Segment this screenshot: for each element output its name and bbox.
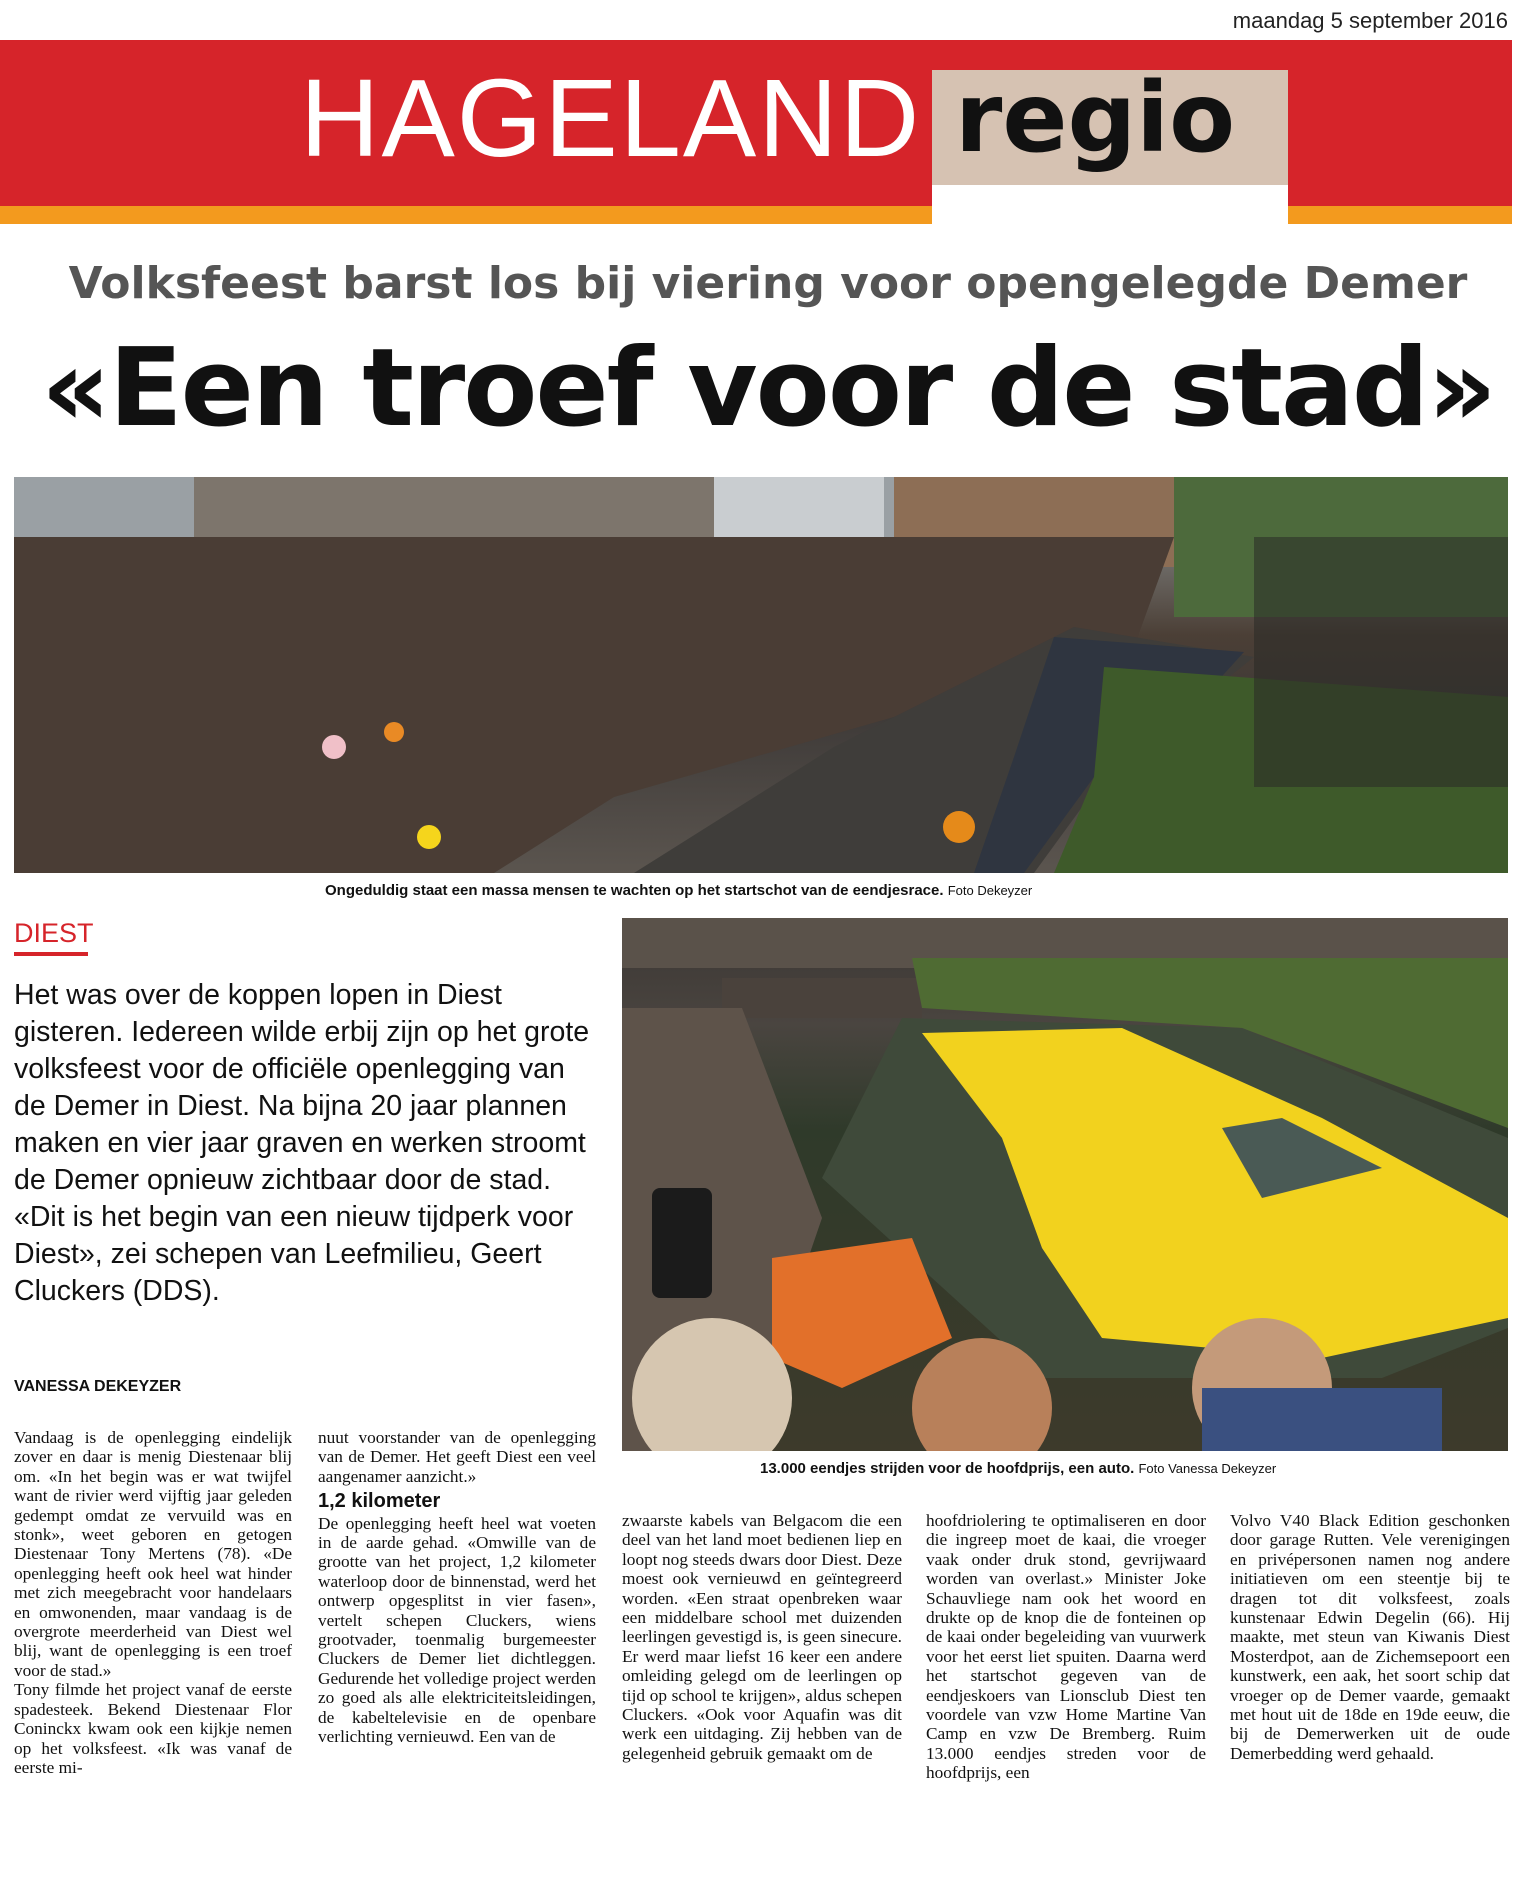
caption-text: Ongeduldig staat een massa mensen te wachten op het startschot van de eendjesrace. — [325, 882, 944, 899]
issue-date: maandag 5 september 2016 — [1232, 8, 1508, 33]
article-kicker: Volksfeest barst los bij viering voor opengelegde Demer — [68, 258, 1468, 309]
section-label: regio — [955, 62, 1236, 174]
photo-ducks — [622, 918, 1508, 1451]
dateline-place: DIEST — [14, 918, 94, 948]
body-paragraph: Tony filmde het project vanaf de eerste spadesteek. Bekend Diestenaar Flor Coninckx kwam ook een kijkje nemen op het volksfeest. «Ik was vanaf de eerste mi- — [14, 1680, 292, 1777]
photo-crowd-caption — [325, 882, 1032, 899]
body-column-1 — [14, 1428, 292, 1777]
photo-credit: Foto Dekeyzer — [947, 883, 1033, 898]
photo-credit: Foto Vanessa Dekeyzer — [1138, 1461, 1277, 1476]
body-column-4 — [926, 1511, 1206, 1783]
body-paragraph: nuut voorstander van de openlegging van de Demer. Het geeft Diest een veel aangenamer aanzicht.» — [318, 1428, 596, 1486]
body-paragraph: De openlegging heeft heel wat voeten in de aarde gehad. «Omwille van de grootte van het project, 1,2 kilometer waterloop door de binnenstad, werd het ontwerp opgesplitst in vier fasen», vertelt schepen Cluckers, wiens grootvader, toenmalig burgemeester Cluckers de Demer liet dichtleggen. Gedurende het volledige project werden zo goed als alle elektriciteitsleidingen, de kabeltelevisie en de openbare verlichting vernieuwd. Een van de — [318, 1513, 596, 1747]
article-lead: Het was over de koppen lopen in Diest gisteren. Iedereen wilde erbij zijn op het grote volksfeest voor de officiële openlegging van de Demer in Diest. Na bijna 20 jaar plannen maken en vier jaar graven en werken stroomt de Demer opnieuw zichtbaar door de stad. «Dit is het begin van een nieuw tijdperk voor Diest», zei schepen van Leefmilieu, Geert Cluckers (DDS). — [14, 979, 590, 1307]
body-paragraph: Vandaag is de openlegging eindelijk zover en daar is menig Diestenaar blij om. «In het begin was er wat twijfel want de rivier werd vijftig jaar geleden gedempt omdat ze vervuild was en stonk», weet geboren en getogen Diestenaar Tony Mertens (78). «De openlegging heeft ook heel wat hinder met zich meegebracht voor handelaars en omwonenden, maar vandaag is de overgrote meerderheid van Diest wel blij, want de openlegging is een troef voor de stad.» — [14, 1428, 292, 1680]
body-paragraph: hoofdriolering te optimaliseren en door die ingreep moet de kaai, die vroeger vaak onder druk stond, gevrijwaard worden van overlast.» Minister Joke Schauvliege nam ook het woord en drukte op de knop die de fonteinen op de kaai onder begeleiding van vuurwerk voor het eerst liet spuiten. Daarna werd het startschot gegeven van de eendjeskoers van Lionsclub Diest ten voordele van vzw Home Martine Van Camp en vzw De Bremberg. Ruim 13.000 eendjes streden voor de hoofdprijs, een — [926, 1511, 1206, 1783]
body-paragraph: Volvo V40 Black Edition geschonken door garage Rutten. Vele verenigingen en privépersonen namen nog andere initiatieven om een steentje bij te dragen tot dit volksfeest, zoals kunstenaar Edwin Degelin (66). Hij maakte, met steun van Kiwanis Diest Mosterdpot, aan de Zichemsepoort een kunstwerk, een aak, het soort schip dat vroeger op de Demer vaarde, gemaakt met hout uit de 18de en 19de eeuw, die bij de Demerwerken uit de oude Demerbedding werd gehaald. — [1230, 1511, 1510, 1763]
article-byline: VANESSA DEKEYZER — [14, 1378, 182, 1395]
photo-crowd-illustration — [14, 477, 1508, 873]
masthead-tag-gap — [932, 185, 1288, 224]
caption-text: 13.000 eendjes strijden voor de hoofdprijs, een auto. — [760, 1460, 1135, 1477]
photo-ducks-caption — [760, 1460, 1276, 1477]
dateline-underline — [14, 952, 88, 956]
photo-ducks-illustration — [622, 918, 1508, 1451]
body-paragraph: zwaarste kabels van Belgacom die een deel van het land moet bedienen liep en loopt nog steeds dwars door Diest. Deze moest ook vernieuwd en geïntegreerd worden. «Een straat openbreken waar een middelbare school met duizenden leerlingen gevestigd is, is geen sinecure. Er werd maar liefst 16 keer een andere omleiding gelegd om de leerlingen op tijd op school te krijgen», aldus schepen Cluckers. «Ook voor Aquafin was dit werk een uitdaging. Zij hebben van de gelegenheid gebruik gemaakt om de — [622, 1511, 902, 1763]
body-subheading: 1,2 kilometer — [318, 1490, 441, 1513]
article-headline: «Een troef voor de stad» — [41, 326, 1495, 451]
body-column-3 — [622, 1511, 902, 1763]
brand-title: HAGELAND — [300, 57, 922, 180]
photo-crowd — [14, 477, 1508, 873]
body-column-5 — [1230, 1511, 1510, 1763]
body-column-2 — [318, 1428, 596, 1747]
